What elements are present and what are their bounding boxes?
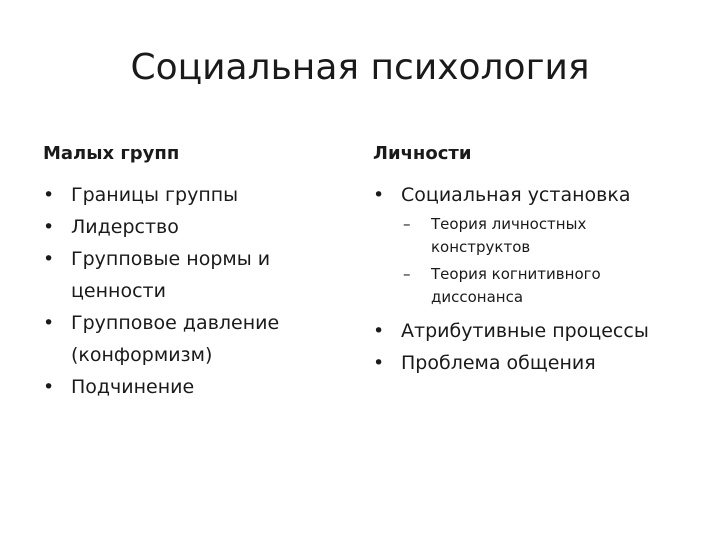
list-item (43, 307, 321, 371)
left-column (43, 141, 343, 403)
sub-list-item (373, 263, 631, 309)
left-bullet-list (43, 179, 343, 403)
bullet-icon: • (43, 184, 55, 206)
dash-icon: – (403, 265, 411, 283)
bullet-icon: • (373, 352, 385, 374)
sub-list-item (373, 213, 621, 259)
bullet-icon: • (373, 320, 385, 342)
list-item (43, 211, 343, 243)
dash-icon: – (403, 215, 411, 233)
list-item (43, 371, 343, 403)
sub-list-item-label: Теория когнитивного диссонанса (431, 265, 601, 306)
bullet-icon: • (43, 312, 55, 334)
list-item (373, 347, 693, 379)
list-item-label: Подчинение (71, 376, 195, 398)
list-item-label: Групповое давление (конформизм) (71, 312, 280, 366)
list-item-label: Групповые нормы и ценности (71, 248, 271, 302)
list-item (43, 179, 343, 211)
list-item-label: Границы группы (71, 184, 239, 206)
list-item (43, 243, 301, 307)
list-item-label: Атрибутивные процессы (401, 320, 649, 342)
left-column-heading: Малых групп (43, 143, 180, 164)
list-item (373, 315, 693, 347)
list-item-label: Проблема общения (401, 352, 596, 374)
slide-title: Социальная психология (130, 47, 590, 88)
list-item (373, 179, 693, 211)
bullet-icon: • (43, 248, 55, 270)
sub-list-container (373, 213, 693, 309)
bullet-icon: • (43, 216, 55, 238)
sub-list-item-label: Теория личностных конструктов (431, 215, 587, 256)
list-item-label: Лидерство (71, 216, 179, 238)
right-column-heading: Личности (373, 143, 472, 164)
list-item-label: Социальная установка (401, 184, 631, 206)
sub-bullet-list (373, 213, 693, 309)
bullet-icon: • (43, 376, 55, 398)
bullet-icon: • (373, 184, 385, 206)
right-column (373, 141, 693, 379)
right-bullet-list (373, 179, 693, 379)
